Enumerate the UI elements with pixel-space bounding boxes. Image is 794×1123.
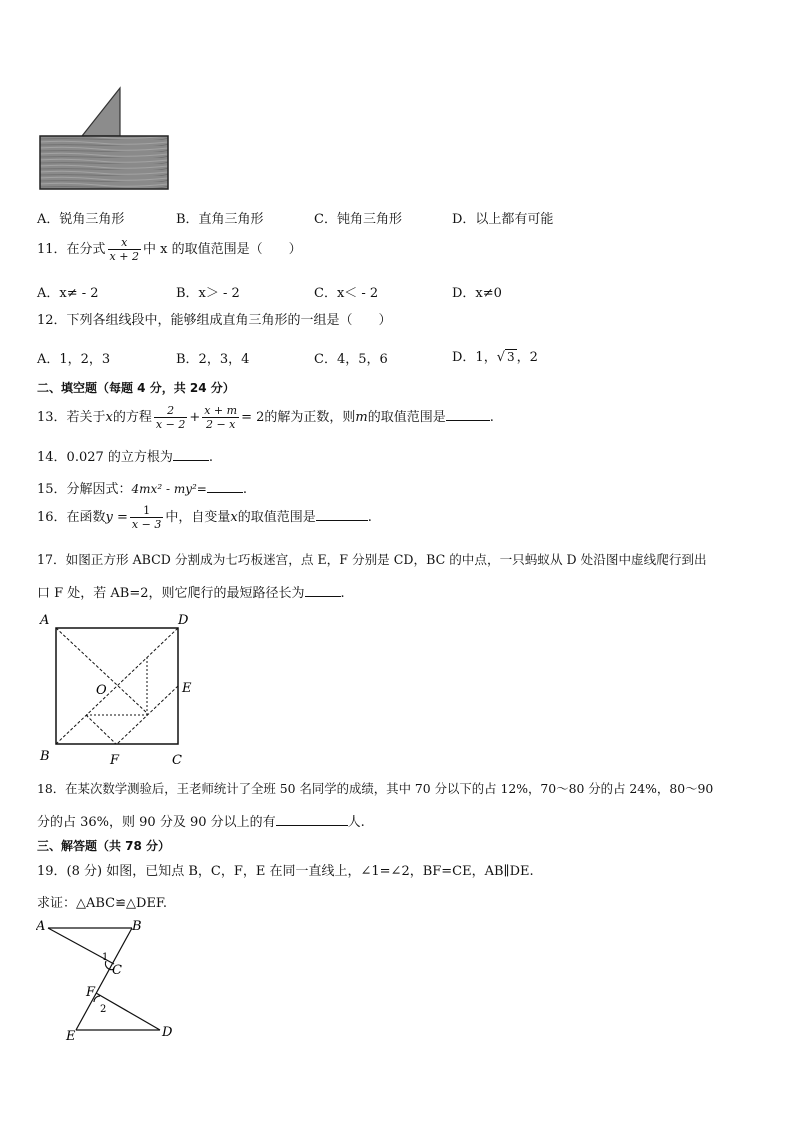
segment-lower xyxy=(86,715,116,744)
q13-after: 的解为正数，则 xyxy=(264,410,356,425)
q13-period: . xyxy=(489,410,494,425)
q14-stem xyxy=(37,448,213,466)
q16-var-x: x xyxy=(230,510,238,525)
q13-end: 的取值范围是 xyxy=(367,410,446,425)
q10-option-b: B．直角三角形 xyxy=(176,212,264,227)
label-f: F xyxy=(86,985,96,1000)
q15-period: . xyxy=(242,482,247,497)
q13-var-x: x xyxy=(105,410,113,425)
q17-line2-text: 口 F 处，若 AB=2，则它爬行的最短路径长为 xyxy=(37,586,305,601)
label-d: D xyxy=(162,1025,173,1040)
q14-period: . xyxy=(208,450,214,465)
q17-period: . xyxy=(340,586,345,601)
q13-plus: + xyxy=(189,410,201,425)
q10-option-a: A．锐角三角形 xyxy=(37,212,125,227)
q18-line2-text: 分的占 36%，则 90 分及 90 分以上的有 xyxy=(37,815,276,830)
q10-option-c: C．钝角三角形 xyxy=(314,212,402,227)
q16-mid: 中，自变量 xyxy=(165,510,231,525)
q17-line2 xyxy=(37,584,345,602)
q13-mid: 的方程 xyxy=(112,410,152,425)
q13-answer-blank[interactable] xyxy=(446,408,490,421)
wood-plank xyxy=(40,136,168,189)
label-a: A xyxy=(36,919,46,934)
q14-answer-blank[interactable] xyxy=(173,448,209,461)
q16-y-eq: y = xyxy=(105,510,128,525)
q13-eq: = 2 xyxy=(241,410,265,425)
q13-frac1 xyxy=(154,404,187,431)
label-c: C xyxy=(112,963,122,978)
q13-var-m: m xyxy=(355,410,368,425)
q12-option-c: C．4，5，6 xyxy=(314,352,388,367)
label-f: F xyxy=(110,753,120,768)
label-b: B xyxy=(132,919,142,934)
label-e: E xyxy=(66,1029,76,1044)
q18-line1: 18．在某次数学测验后，王老师统计了全班 50 名同学的成绩，其中 70 分以下的占 12%，70～80 分的占 24%，80～90 xyxy=(37,781,714,796)
q17-figure xyxy=(36,610,196,768)
q19-line2: 求证：△ABC≌△DEF. xyxy=(37,896,168,911)
label-e: E xyxy=(182,681,192,696)
q11-option-a: A．x≠ - 2 xyxy=(37,286,99,301)
q16-frac-den: x − 3 xyxy=(131,518,162,531)
label-angle1: 1 xyxy=(102,952,109,963)
q13-frac2-den: 2 − x xyxy=(205,418,236,431)
q12-option-a: A．1，2，3 xyxy=(37,352,111,367)
section3-title: 三、解答题（共 78 分） xyxy=(37,839,171,853)
q17-answer-blank[interactable] xyxy=(305,584,341,597)
q17-line1: 17．如图正方形 ABCD 分割成为七巧板迷宫，点 E，F 分别是 CD，BC 的中点，一只蚂蚁从 D 处沿图中虚线爬行到出 xyxy=(37,552,707,567)
section2-title: 二、填空题（每题 4 分，共 24 分） xyxy=(37,381,235,395)
label-angle2: 2 xyxy=(100,1004,107,1015)
q19-figure xyxy=(36,916,186,1044)
q11-frac-num: x xyxy=(108,236,141,250)
q18-unit: 人. xyxy=(347,815,365,830)
q15-stem xyxy=(37,480,247,498)
q15-expr: 4mx² - my²= xyxy=(131,482,207,496)
q13-frac1-den: x − 2 xyxy=(155,418,186,431)
q16-frac-num: 1 xyxy=(130,504,163,518)
label-b: B xyxy=(40,749,50,764)
q16-period: . xyxy=(367,510,372,525)
q16-prefix: 16．在函数 xyxy=(37,510,106,525)
q11-option-d: D．x≠0 xyxy=(452,286,502,301)
q11-frac-den: x + 2 xyxy=(109,250,139,263)
q11-prefix: 11．在分式 xyxy=(37,242,106,257)
q16-stem xyxy=(37,504,372,531)
q11-suffix: 中 x 的取值范围是（ ） xyxy=(142,242,302,257)
q12-option-d-suffix: ，2 xyxy=(516,350,538,365)
q12-option-d xyxy=(452,346,538,365)
triangle-shape xyxy=(82,88,120,136)
q13-frac2 xyxy=(202,404,239,431)
sqrt-symbol-icon: √ xyxy=(496,350,505,365)
label-c: C xyxy=(172,753,182,768)
q10-figure xyxy=(38,86,172,192)
q14-text: 14．0.027 的立方根为 xyxy=(37,450,173,465)
q15-answer-blank[interactable] xyxy=(207,480,243,493)
q12-option-b: B．2，3，4 xyxy=(176,352,250,367)
q11-fraction xyxy=(108,236,141,263)
label-a: A xyxy=(40,613,50,628)
q15-prefix: 15．分解因式： xyxy=(37,482,132,497)
label-o: O xyxy=(96,683,107,698)
q13-frac2-num: x + m xyxy=(204,404,238,417)
q16-end: 的取值范围是 xyxy=(237,510,316,525)
q12-option-d-prefix: D．1， xyxy=(452,350,497,365)
q11-option-b: B．x＞ - 2 xyxy=(176,286,240,301)
q13-frac1-num: 2 xyxy=(154,404,187,418)
q11-option-c: C．x＜ - 2 xyxy=(314,286,379,301)
q18-answer-blank[interactable] xyxy=(276,813,348,826)
q12-stem: 12．下列各组线段中，能够组成直角三角形的一组是（ ） xyxy=(37,313,392,328)
q13-prefix: 13．若关于 xyxy=(37,410,106,425)
q16-answer-blank[interactable] xyxy=(316,508,368,521)
q16-fraction xyxy=(130,504,163,531)
q11-stem xyxy=(37,236,302,263)
label-d: D xyxy=(178,613,189,628)
q13-stem xyxy=(37,404,494,431)
q12-option-d-root: 3 xyxy=(507,350,515,364)
q10-option-d: D．以上都有可能 xyxy=(452,212,554,227)
q18-line2 xyxy=(37,813,365,831)
q19-line1: 19．(8 分) 如图，已知点 B，C，F，E 在同一直线上，∠1=∠2，BF=CE，AB∥DE. xyxy=(37,864,534,879)
